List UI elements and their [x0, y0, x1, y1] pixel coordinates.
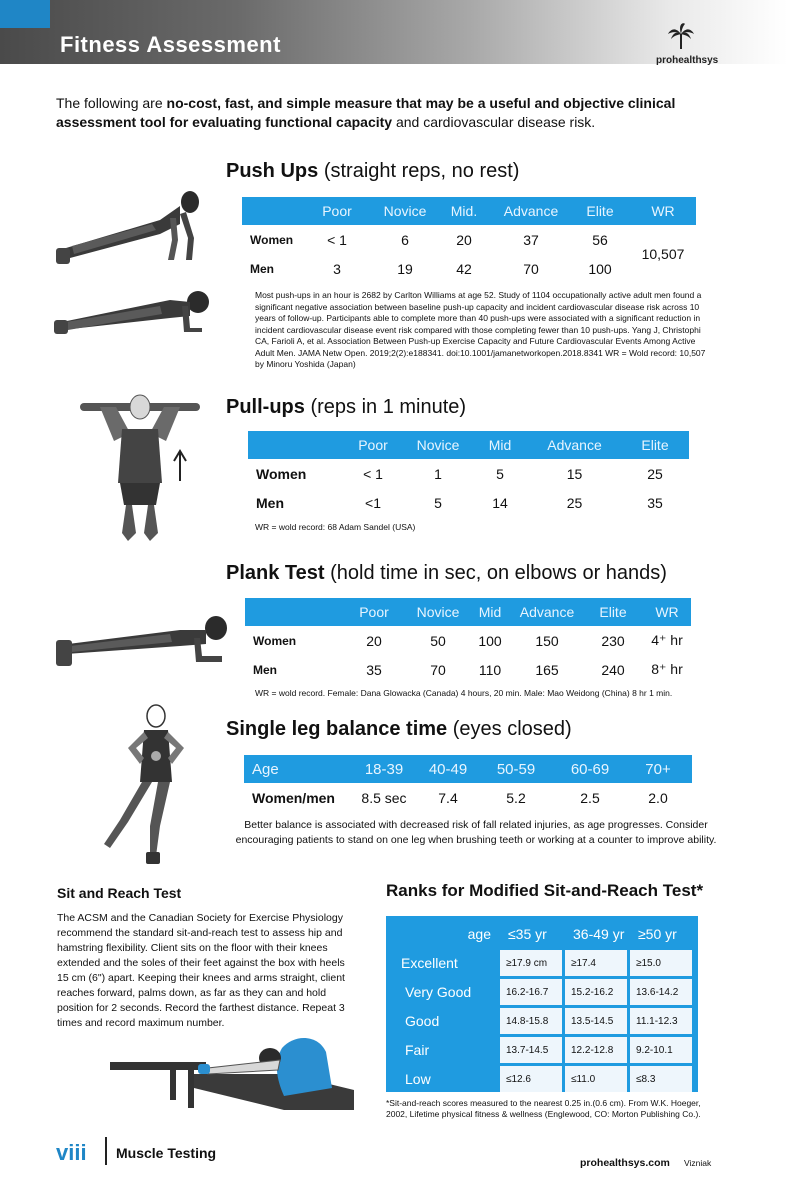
table-cell: <1	[365, 494, 381, 511]
header-accent-tab	[0, 0, 50, 28]
footer-divider	[105, 1137, 107, 1165]
page-header	[0, 0, 788, 64]
table-row	[242, 254, 696, 283]
ranks-title: Ranks for Modified Sit-and-Reach Test*	[386, 881, 704, 900]
table-cell: 9.2-10.1	[630, 1037, 692, 1063]
rank-label: Excellent	[401, 955, 458, 971]
pullups-header-row	[248, 431, 689, 459]
pushups-col-poor: Poor	[300, 197, 374, 225]
plank-col-wr: WR	[643, 598, 691, 626]
table-cell: ≤11.0	[565, 1066, 627, 1092]
palm-tree-logo-icon	[666, 22, 696, 50]
table-cell: 165	[535, 661, 559, 678]
rank-label: Very Good	[405, 984, 472, 1000]
table-cell: 15.2-16.2	[565, 979, 627, 1005]
table-cell: 6	[401, 231, 409, 248]
table-cell: 15	[566, 465, 583, 482]
pushups-col-novice: Novice	[374, 197, 436, 225]
table-cell: 13.6-14.2	[630, 979, 692, 1005]
table-row	[248, 488, 689, 517]
pushups-note: Most push-ups in an hour is 2682 by Carlton Williams at age 52. Study of 1104 occupationally active adult men found a significant negative association between baseline push-up capacity and incident cardiovascular disease risk across 10 years of follow-up. Participants able to complete more than 40 push-ups were associated with a significant reduction in incident cardiovascular disease event risk compared with those completing fewer than 10 push-ups. Yang J, Christophi CA, Farioli A, et al. Association Between Push-up Exercise Capacity and Future Cardiovascular Events Among Active Adult Men. JAMA Netw Open. 2019;2(2):e188341. doi:10.1001/jamanetworkopen.2018.8341 WR = Wold record: 10,507 by Minoru Yoshida (Japan)	[255, 290, 706, 369]
table-cell: 100	[478, 632, 502, 649]
table-cell: < 1	[327, 231, 347, 248]
pullups-title	[226, 396, 466, 419]
footer-section-title: Muscle Testing	[116, 1145, 217, 1161]
plank-col-mid: Mid	[469, 598, 511, 626]
pullups-subtitle: (reps in 1 minute)	[310, 396, 467, 418]
intro-bold-text: no-cost, fast, and simple measure that may be a useful and objective clinical assessment tool for evaluating functional capacity	[56, 95, 676, 130]
pullups-col-novice: Novice	[404, 431, 472, 459]
table-cell: 5	[496, 465, 504, 482]
page-number: viii	[56, 1140, 87, 1165]
plank-col-elite: Elite	[583, 598, 643, 626]
pushups-table	[242, 197, 696, 283]
page-title: Fitness Assessment	[60, 32, 281, 57]
plank-subtitle: (hold time in sec, on elbows or hands)	[330, 562, 667, 584]
sit-reach-title: Sit and Reach Test	[57, 885, 182, 901]
pushups-col-wr: WR	[630, 197, 696, 225]
plank-title	[226, 562, 667, 585]
plank-table	[245, 598, 691, 684]
balance-title-bold: Single leg balance time	[226, 718, 448, 740]
pushups-header-blank	[242, 197, 300, 225]
table-cell: 8.5 sec	[361, 789, 407, 806]
balance-col-70-plus: 70+	[624, 755, 692, 783]
table-row	[393, 1037, 692, 1063]
balance-col-18-39: 18-39	[348, 755, 420, 783]
table-cell: ≤8.3	[630, 1066, 692, 1092]
row-label: Women	[250, 232, 294, 247]
plank-note: WR = wold record. Female: Dana Glowacka (Canada) 4 hours, 20 min. Male: Mao Weidong (China) 8 hr 1 min.	[255, 688, 673, 698]
logo	[656, 22, 719, 66]
row-label: Women	[256, 465, 307, 482]
intro-text-1: The following are	[56, 95, 167, 111]
pullups-title-bold: Pull-ups	[226, 396, 305, 418]
table-cell: 37	[523, 231, 539, 248]
table-cell: 150	[535, 632, 559, 649]
table-cell: < 1	[363, 465, 383, 482]
intro-text-2: and cardiovascular disease risk.	[392, 114, 596, 130]
pullups-header-blank	[248, 431, 342, 459]
ranks-col-age: age	[467, 926, 491, 942]
table-cell: 20	[456, 231, 472, 248]
row-label: Men	[250, 261, 274, 276]
plank-col-advance: Advance	[511, 598, 583, 626]
footer-author: Vizniak	[684, 1158, 712, 1168]
table-row	[248, 459, 689, 488]
row-label: Men	[253, 662, 277, 677]
rank-label: Low	[405, 1071, 431, 1087]
sit-and-reach-figure	[108, 1030, 356, 1114]
pushups-col-advance: Advance	[492, 197, 570, 225]
table-cell: 100	[588, 260, 612, 277]
table-cell: 11.1-12.3	[630, 1008, 692, 1034]
table-cell: 1	[434, 465, 442, 482]
table-cell: 240	[601, 661, 625, 678]
pushups-title	[226, 160, 519, 183]
pushups-header-row	[242, 197, 696, 225]
table-cell: ≥15.0	[630, 950, 692, 976]
balance-subtitle: (eyes closed)	[452, 718, 572, 740]
table-cell: 14.8-15.8	[500, 1008, 562, 1034]
ranks-table	[390, 918, 695, 1095]
balance-note: Better balance is associated with decreased risk of fall related injuries, as age progresses. Consider encouraging patients to stand on one leg when brushing teeth or working at a counter to improve ability.	[235, 819, 717, 846]
push-up-figure-top	[52, 184, 222, 274]
table-row	[393, 1008, 692, 1034]
balance-table	[244, 755, 692, 812]
table-cell: 35	[366, 661, 382, 678]
ranks-header-row	[393, 921, 692, 947]
ranks-col-50: ≥50 yr	[638, 926, 677, 942]
sit-reach-text: The ACSM and the Canadian Society for Exercise Physiology recommend the standard sit-and-reach test to assess hip and hamstring flexibility. Client sits on the floor with their knees extended and the soles of their feet against the box with heels 15 cm (6") apart. Keeping their knees and arms straight, client reaches forward, palms down, as far as they can and hold position for 2 seconds. Record the farthest distance. Repeat 3 times and record maximum number.	[57, 912, 345, 1029]
plank-header-row	[245, 598, 691, 626]
ranks-col-36-49: 36-49 yr	[573, 926, 625, 942]
table-cell: 8⁺ hr	[651, 661, 683, 677]
pullups-note: WR = wold record: 68 Adam Sandel (USA)	[255, 522, 416, 532]
ranks-note: *Sit-and-reach scores measured to the nearest 0.25 in.(0.6 cm). From W.K. Hoeger, 2002, Lifetime physical fitness & wellness (Englewood, CO: Morton Publishing Co.).	[386, 1098, 701, 1119]
balance-header-row	[244, 755, 692, 783]
logo-text: prohealthsys	[656, 55, 719, 66]
table-row	[393, 950, 692, 976]
table-cell: 12.2-12.8	[565, 1037, 627, 1063]
table-cell: 16.2-16.7	[500, 979, 562, 1005]
row-label: Men	[256, 494, 284, 511]
table-cell: 14	[492, 494, 508, 511]
balance-col-40-49: 40-49	[420, 755, 476, 783]
single-leg-balance-figure	[100, 702, 210, 868]
table-cell: 25	[566, 494, 583, 511]
table-row	[244, 783, 692, 812]
table-cell: 13.7-14.5	[500, 1037, 562, 1063]
pushups-wr-value: 10,507	[641, 246, 685, 262]
table-row	[242, 225, 696, 254]
balance-title	[226, 718, 572, 741]
table-cell: 25	[647, 465, 663, 482]
table-cell: 70	[430, 661, 446, 678]
table-cell: 56	[592, 231, 608, 248]
plank-figure	[54, 604, 238, 672]
table-row	[245, 626, 691, 655]
row-label: Women/men	[252, 789, 335, 806]
balance-col-50-59: 50-59	[476, 755, 556, 783]
table-cell: 13.5-14.5	[565, 1008, 627, 1034]
table-cell: 19	[397, 260, 413, 277]
table-cell: 2.0	[648, 789, 668, 806]
pullups-col-elite: Elite	[621, 431, 689, 459]
table-cell: 42	[456, 260, 472, 277]
intro-paragraph	[56, 94, 716, 132]
push-up-figure-bottom	[52, 286, 222, 346]
table-cell: ≤12.6	[500, 1066, 562, 1092]
table-cell: 2.5	[580, 789, 600, 806]
table-cell: 110	[478, 661, 502, 678]
pullups-col-advance: Advance	[528, 431, 621, 459]
balance-col-age: Age	[244, 755, 348, 783]
pushups-title-bold: Push Ups	[226, 160, 319, 182]
table-cell: 3	[333, 260, 341, 277]
rank-label: Fair	[405, 1042, 430, 1058]
table-cell: 50	[430, 632, 446, 649]
plank-col-poor: Poor	[341, 598, 407, 626]
pushups-col-mid: Mid.	[436, 197, 492, 225]
ranks-col-35: ≤35 yr	[508, 926, 547, 942]
plank-title-bold: Plank Test	[226, 562, 325, 584]
table-row	[245, 655, 691, 684]
table-row	[393, 1066, 692, 1092]
table-row	[393, 979, 692, 1005]
table-cell: ≥17.4	[565, 950, 627, 976]
table-cell: 70	[523, 260, 539, 277]
plank-header-blank	[245, 598, 341, 626]
table-cell: 4⁺ hr	[651, 632, 683, 648]
table-cell: 20	[366, 632, 382, 649]
table-cell: ≥17.9 cm	[500, 950, 562, 976]
table-cell: 230	[601, 632, 625, 649]
table-cell: 7.4	[438, 789, 458, 806]
pushups-col-elite: Elite	[570, 197, 630, 225]
pullups-col-poor: Poor	[342, 431, 404, 459]
pullups-table	[248, 431, 689, 517]
table-cell: 5	[434, 494, 442, 511]
pushups-subtitle: (straight reps, no rest)	[323, 160, 520, 182]
table-cell: 5.2	[506, 789, 526, 806]
plank-col-novice: Novice	[407, 598, 469, 626]
balance-col-60-69: 60-69	[556, 755, 624, 783]
rank-label: Good	[405, 1013, 440, 1029]
pull-up-figure	[76, 393, 206, 548]
table-cell: 35	[647, 494, 663, 511]
pullups-col-mid: Mid	[472, 431, 528, 459]
row-label: Women	[253, 633, 297, 648]
footer-website: prohealthsys.com	[580, 1157, 670, 1169]
